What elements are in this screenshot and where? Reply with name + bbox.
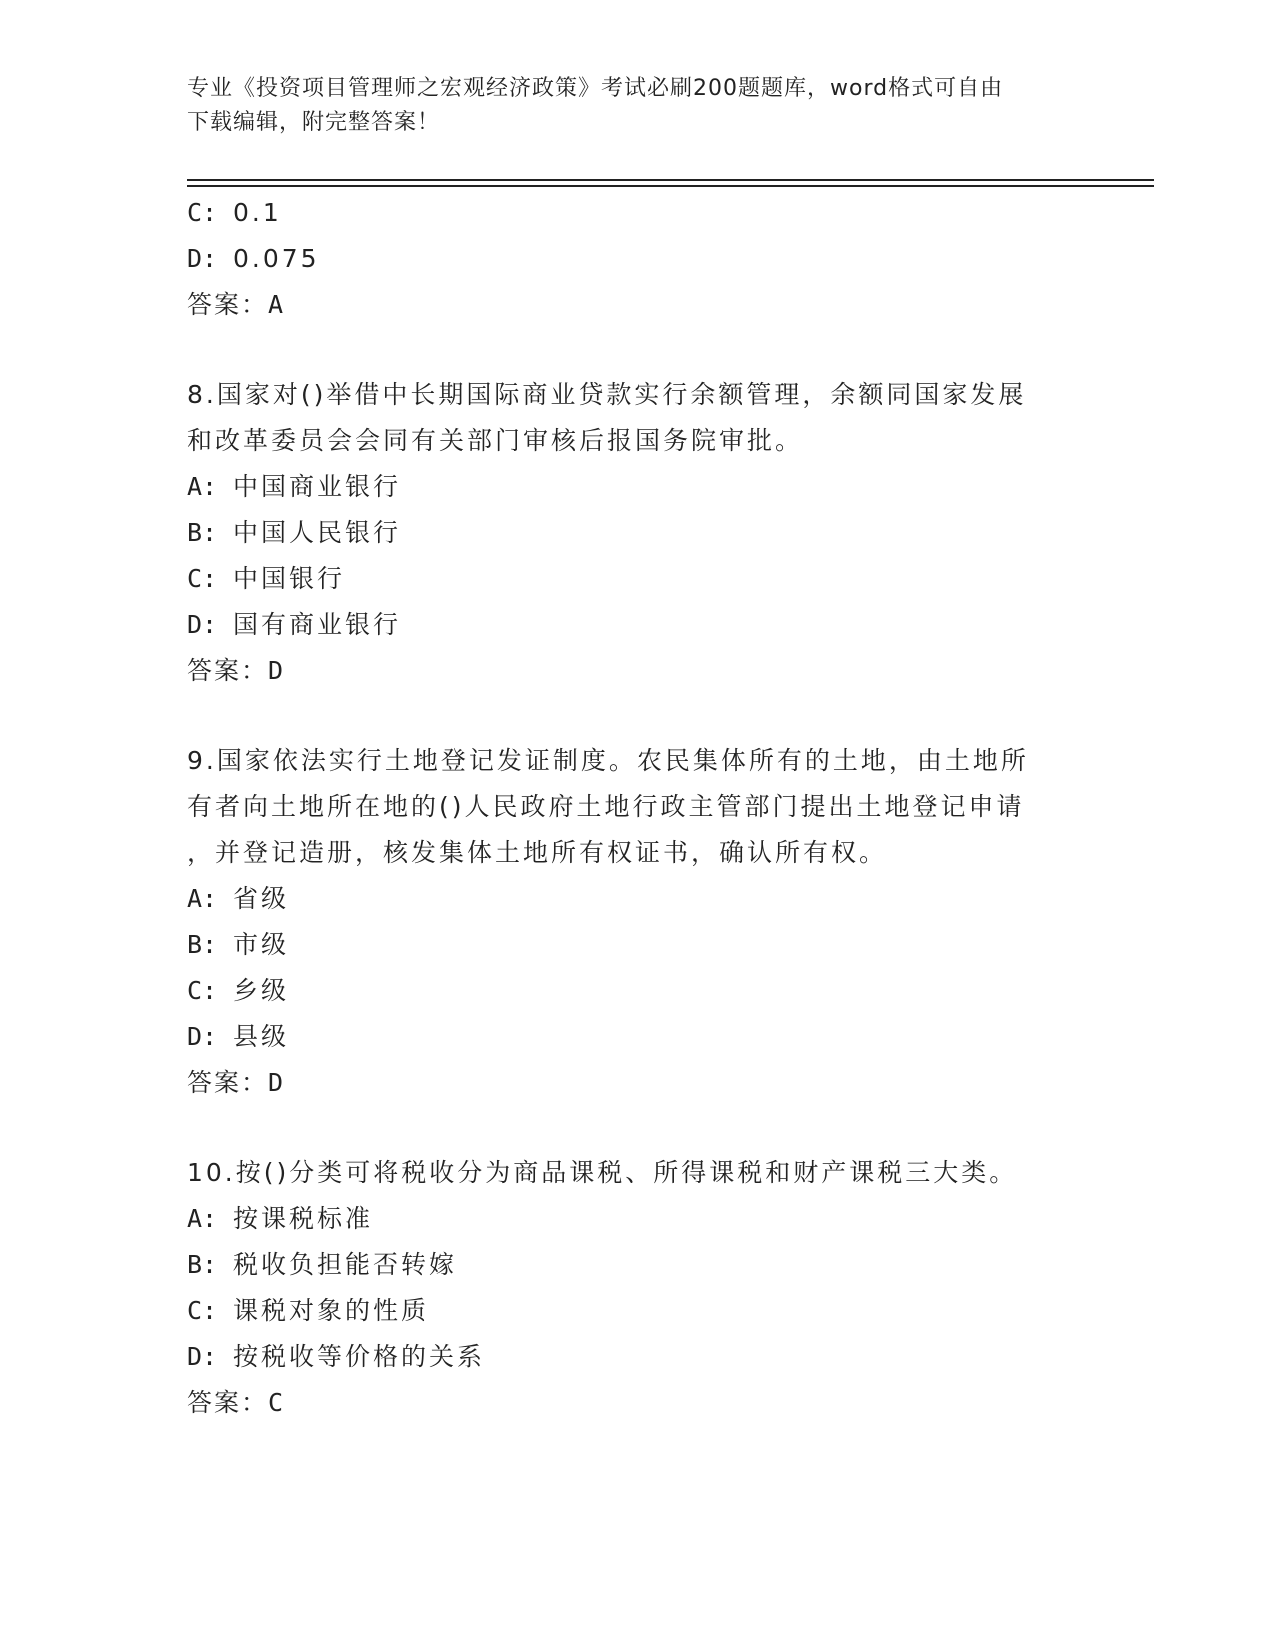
option-text: 中国商业银行 — [233, 472, 402, 501]
option-key: A: — [187, 472, 218, 501]
option-b — [187, 510, 1087, 556]
option-text: 0.075 — [233, 244, 320, 273]
option-text: 县级 — [233, 1022, 290, 1051]
option-text: 按课税标准 — [233, 1204, 374, 1233]
option-d — [187, 602, 1087, 648]
question-text-line: ，并登记造册，核发集体土地所有权证书，确认所有权。 — [187, 838, 888, 867]
option-key: D: — [187, 244, 218, 273]
option-key: D: — [187, 1022, 218, 1051]
option-a — [187, 1196, 1087, 1242]
option-text: 省级 — [233, 884, 290, 913]
option-key: C: — [187, 976, 218, 1005]
option-d — [187, 1014, 1087, 1060]
header-line-1: 专业《投资项目管理师之宏观经济政策》考试必刷200题题库，word格式可自由 — [187, 76, 1004, 101]
answer-line — [187, 1380, 1087, 1426]
answer-value: D — [268, 656, 287, 685]
option-key: D: — [187, 1342, 218, 1371]
option-a — [187, 464, 1087, 510]
question-10 — [187, 1150, 1087, 1426]
option-text: 乡级 — [233, 976, 290, 1005]
header-line-2: 下载编辑，附完整答案！ — [187, 110, 441, 135]
answer-label: 答案： — [187, 1068, 269, 1097]
question-text-line: 10.按()分类可将税收分为商品课税、所得课税和财产课税三大类。 — [187, 1158, 1018, 1187]
answer-value: D — [268, 1068, 287, 1097]
option-key: B: — [187, 1250, 218, 1279]
option-text: 0.1 — [233, 198, 282, 227]
question-text-line: 8.国家对()举借中长期国际商业贷款实行余额管理，余额同国家发展 — [187, 380, 1027, 409]
option-b — [187, 1242, 1087, 1288]
option-text: 中国银行 — [233, 564, 346, 593]
answer-value: C — [268, 1388, 287, 1417]
question-8 — [187, 372, 1087, 694]
option-text: 国有商业银行 — [233, 610, 402, 639]
answer-line — [187, 282, 1087, 328]
question-text-line: 9.国家依法实行土地登记发证制度。农民集体所有的土地，由土地所 — [187, 746, 1029, 775]
question-9 — [187, 738, 1087, 1106]
option-d — [187, 1334, 1087, 1380]
option-text: 税收负担能否转嫁 — [233, 1250, 458, 1279]
option-text: 课税对象的性质 — [233, 1296, 430, 1325]
option-key: B: — [187, 930, 218, 959]
header-rule-top — [187, 179, 1154, 181]
question-text-line: 和改革委员会会同有关部门审核后报国务院审批。 — [187, 426, 804, 455]
option-key: C: — [187, 198, 218, 227]
option-key: A: — [187, 1204, 218, 1233]
option-b — [187, 922, 1087, 968]
option-text: 市级 — [233, 930, 290, 959]
answer-line — [187, 1060, 1087, 1106]
answer-label: 答案： — [187, 290, 269, 319]
option-c — [187, 968, 1087, 1014]
option-c — [187, 556, 1087, 602]
document-body — [187, 190, 1087, 1426]
answer-label: 答案： — [187, 1388, 269, 1417]
option-key: B: — [187, 518, 218, 547]
option-key: D: — [187, 610, 218, 639]
option-a — [187, 876, 1087, 922]
option-text: 中国人民银行 — [233, 518, 402, 547]
option-c — [187, 1288, 1087, 1334]
answer-label: 答案： — [187, 656, 269, 685]
document-header — [187, 72, 1087, 140]
question-7-tail — [187, 190, 1087, 328]
option-text: 按税收等价格的关系 — [233, 1342, 486, 1371]
question-text-line: 有者向土地所在地的()人民政府土地行政主管部门提出土地登记申请 — [187, 792, 1025, 821]
header-rule-bottom — [187, 185, 1154, 187]
option-key: C: — [187, 564, 218, 593]
option-key: A: — [187, 884, 218, 913]
option-d — [187, 236, 1087, 282]
option-c — [187, 190, 1087, 236]
answer-line — [187, 648, 1087, 694]
answer-value: A — [268, 290, 287, 319]
option-key: C: — [187, 1296, 218, 1325]
